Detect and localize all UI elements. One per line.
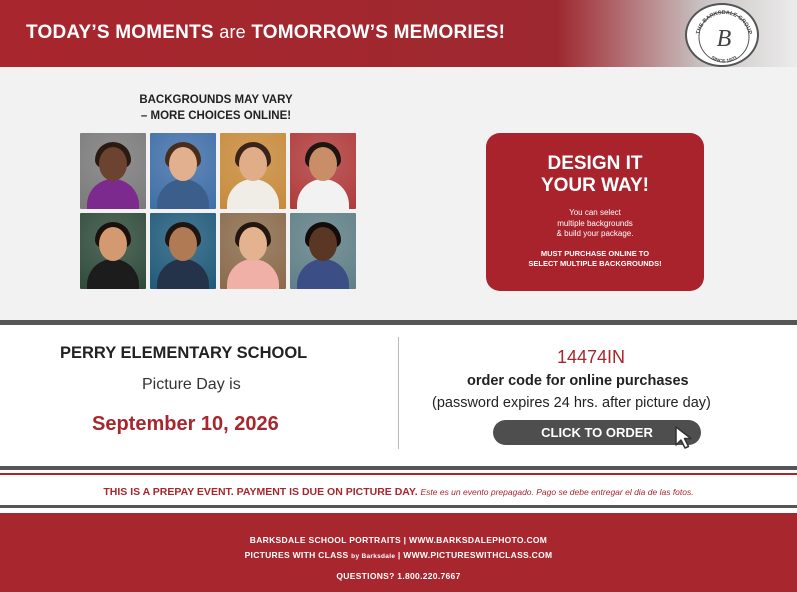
design-text-line3: & build your package. (556, 229, 634, 238)
password-expiry-note: (password expires 24 hrs. after picture day) (432, 395, 711, 411)
student-portrait-sample (290, 213, 356, 289)
design-note-line2: SELECT MULTIPLE BACKGROUNDS! (528, 259, 662, 268)
picture-day-date: September 10, 2026 (92, 413, 279, 435)
student-portrait-sample (150, 213, 216, 289)
prepay-notice-spanish: Este es un evento prepagado. Pago se debe entregar el dia de las fotos. (420, 487, 694, 497)
section-divider-red (0, 473, 797, 475)
section-divider-bottom (0, 505, 797, 508)
backgrounds-note-line1: BACKGROUNDS MAY VARY (139, 94, 293, 106)
footer-line1: BARKSDALE SCHOOL PORTRAITS | WWW.BARKSDALEPHOTO.COM (249, 535, 548, 545)
design-card-title (486, 153, 704, 197)
seal-bottom-text: SINCE 1923 (709, 55, 739, 65)
section-divider-top (0, 320, 797, 325)
school-name: PERRY ELEMENTARY SCHOOL (60, 344, 308, 362)
design-title-line2: YOUR WAY! (540, 175, 650, 196)
banner-title-part1: TODAY’S MOMENTS (26, 22, 214, 43)
footer-brand: PICTURES WITH CLASS (244, 550, 349, 560)
design-title-line1: DESIGN IT (547, 153, 643, 174)
prepay-notice-english: THIS IS A PREPAY EVENT. PAYMENT IS DUE ON PICTURE DAY. (103, 486, 418, 498)
footer-line2 (0, 550, 797, 560)
student-portrait-sample (80, 213, 146, 289)
design-it-your-way-card (486, 133, 704, 291)
student-portrait-sample (150, 133, 216, 209)
seal-top-text: THE BARKSDALE GROUP (695, 9, 753, 36)
order-code: 14474IN (557, 347, 626, 367)
footer-brand-by: by Barksdale (351, 553, 396, 560)
student-portrait-sample (220, 133, 286, 209)
vertical-divider (398, 337, 399, 449)
banner-title (26, 22, 505, 44)
design-text-line1: You can select (569, 208, 621, 217)
student-portrait-sample (80, 133, 146, 209)
section-divider-middle (0, 466, 797, 470)
design-card-text (526, 208, 664, 240)
seal-letter: B (716, 26, 732, 52)
banner-title-part2: are (219, 22, 246, 42)
student-portrait-sample (220, 213, 286, 289)
footer-website: | WWW.PICTURESWITHCLASS.COM (397, 550, 553, 560)
picture-day-label: Picture Day is (142, 376, 241, 393)
barksdale-seal-logo (685, 3, 759, 67)
order-code-label: order code for online purchases (467, 373, 689, 389)
top-banner (0, 0, 797, 67)
prepay-notice (0, 486, 797, 498)
backgrounds-note (100, 92, 332, 124)
design-text-line2: multiple backgrounds (557, 218, 633, 228)
click-to-order-button[interactable]: CLICK TO ORDER (493, 420, 701, 445)
svg-text:SINCE 1923 (710, 55, 739, 65)
backgrounds-note-line2: – MORE CHOICES ONLINE! (140, 110, 292, 122)
student-portrait-sample (290, 133, 356, 209)
design-note-line1: MUST PURCHASE ONLINE TO (540, 249, 650, 258)
mouse-pointer-icon (673, 425, 699, 451)
banner-title-part3: TOMORROW’S MEMORIES! (251, 22, 506, 43)
design-card-note (496, 249, 694, 269)
footer (0, 513, 797, 592)
promo-section (0, 67, 797, 320)
footer-phone: QUESTIONS? 1.800.220.7667 (336, 571, 461, 581)
background-samples-grid (80, 133, 357, 291)
